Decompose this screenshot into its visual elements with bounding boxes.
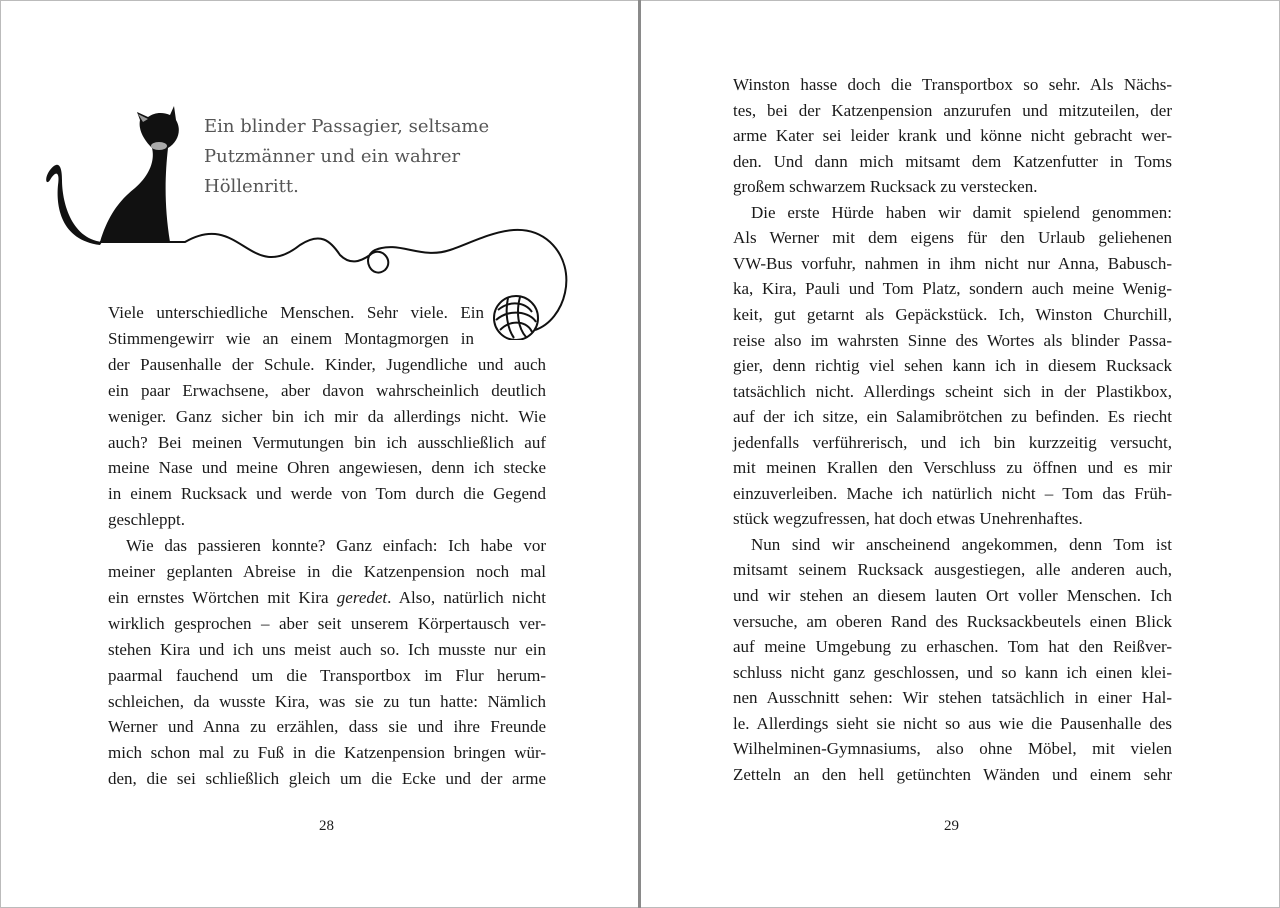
text-line: [108, 559, 546, 585]
line-text: den, die sei schließlich gleich um die Ecke und der arme: [108, 769, 546, 789]
line-text: in einem Rucksack und werde von Tom durch die Gegend: [108, 484, 546, 504]
text-line: [733, 583, 1172, 609]
text-line: [733, 302, 1172, 328]
line-text: schleichen, da wusste Kira, was sie zu tun hatte: Nämlich: [108, 691, 546, 711]
text-line: [733, 711, 1172, 737]
line-text: Wie das passieren konnte? Ganz einfach: Ich habe vor: [126, 536, 546, 556]
chapter-heading-line: Ein blinder Passagier, seltsame: [204, 116, 490, 137]
text-line: [733, 98, 1172, 124]
line-text: stück wegzufressen, hat doch etwas Unehrenhaftes.: [733, 509, 1083, 529]
line-text: gier, denn richtig viel sehen kann ich in diesem Rucksack: [733, 356, 1172, 376]
line-text: großem schwarzem Rucksack zu verstecken.: [733, 177, 1038, 197]
line-text: meine Nase und meine Ohren angewiesen, denn ich stecke: [108, 458, 546, 478]
text-line: [733, 557, 1172, 583]
text-line: [733, 404, 1172, 430]
line-text: weniger. Ganz sicher bin ich mir da allerdings nicht. Wie: [108, 406, 546, 426]
text-line: [733, 353, 1172, 379]
line-text: mitsamt seinem Rucksack ausgestiegen, alle anderen auch,: [733, 560, 1172, 580]
text-line: [733, 430, 1172, 456]
line-text: ein ernstes Wörtchen mit Kira: [108, 587, 337, 607]
text-line: [108, 740, 546, 766]
text-line: [751, 532, 1172, 558]
line-text: stehen Kira und ich uns meist auch so. Ich musste nur ein: [108, 639, 546, 659]
text-line: [108, 481, 546, 507]
line-text: reise also im wahrsten Sinne des Wortes als blinder Passa-: [733, 330, 1172, 350]
page-number: 29: [944, 818, 959, 834]
line-text: auf meine Umgebung zu erhaschen. Tom hat den Reißver-: [733, 637, 1172, 657]
text-line: [733, 328, 1172, 354]
text-line: [733, 379, 1172, 405]
text-line: [733, 225, 1172, 251]
text-line: [733, 481, 1172, 507]
text-line: [108, 766, 546, 792]
text-line: [733, 685, 1172, 711]
line-text: meiner geplanten Abreise in die Katzenpension noch mal: [108, 562, 546, 581]
line-text: tes, bei der Katzenpension anzurufen und mitzuteilen, der: [733, 100, 1172, 120]
line-text: nen Ausschnitt sehen: Wir stehen tatsächlich in einer Hal-: [733, 688, 1172, 708]
page-number: 28: [319, 818, 334, 834]
line-text: Zetteln an den hell getünchten Wänden und einem sehr: [733, 764, 1172, 784]
text-line: [108, 663, 546, 689]
text-line: [108, 611, 546, 637]
text-line: [751, 200, 1172, 226]
text-line: [108, 352, 546, 378]
text-line: [733, 174, 1172, 200]
line-text: auf der ich sitze, ein Salamibrötchen zu befinden. Es riecht: [733, 407, 1172, 427]
text-line: [108, 326, 474, 352]
line-text: ein paar Erwachsene, aber davon wahrscheinlich deutlich: [108, 380, 546, 400]
line-text: Nun sind wir anscheinend angekommen, denn Tom ist: [751, 534, 1172, 554]
line-text: Winston hasse doch die Transportbox so sehr. Als Nächs-: [733, 75, 1172, 94]
line-text: Als Werner mit dem eigens für den Urlaub geliehenen: [733, 228, 1172, 248]
line-text: . Also, natürlich nicht: [387, 587, 546, 607]
text-line: [733, 149, 1172, 175]
text-line: [733, 455, 1172, 481]
text-line: [126, 533, 546, 559]
text-line: [108, 378, 546, 404]
line-text: einzuverleiben. Mache ich natürlich nicht – Tom das Früh-: [733, 483, 1172, 503]
line-text: keit, gut getarnt als Gepäckstück. Ich, Winston Churchill,: [733, 304, 1172, 324]
text-line: [108, 714, 546, 740]
line-text: mich schon mal zu Fuß in die Katzenpension bringen wür-: [108, 743, 546, 763]
emphasized-word: geredet: [336, 587, 388, 607]
text-line: [733, 609, 1172, 635]
line-text: jedenfalls verführerisch, und ich bin kurzzeitig versucht,: [733, 432, 1172, 452]
line-text: schluss nicht ganz geschlossen, und so kann ich einen klei-: [733, 662, 1172, 682]
text-line: [733, 660, 1172, 686]
line-text: versuche, am oberen Rand des Rucksackbeutels einen Blick: [733, 611, 1172, 631]
text-line: [733, 72, 1172, 98]
line-text: Viele unterschiedliche Menschen. Sehr viele. Ein: [108, 303, 484, 322]
line-text: tatsächlich nicht. Allerdings scheint sich in der Plastikbox,: [733, 381, 1172, 401]
chapter-heading-line: Putzmänner und ein wahrer: [204, 146, 461, 167]
line-text: arme Kater sei leider krank und könne nicht gebracht wer-: [733, 126, 1172, 146]
line-text: Wilhelminen-Gymnasiums, also ohne Möbel, mit vielen: [733, 739, 1172, 759]
line-text: Stimmengewirr wie an einem Montagmorgen in: [108, 328, 474, 348]
text-line: [733, 736, 1172, 762]
line-text: und wir stehen an diesem lauten Ort voller Menschen. Ich: [733, 586, 1172, 605]
text-line: [108, 300, 484, 326]
text-line: [108, 637, 546, 663]
text-line: [108, 430, 546, 456]
text-line: [108, 404, 546, 430]
chapter-heading: [204, 112, 489, 202]
line-text: der Pausenhalle der Schule. Kinder, Jugendliche und auch: [108, 354, 546, 374]
line-text: auch? Bei meinen Vermutungen bin ich ausschließlich auf: [108, 432, 546, 452]
text-line: [108, 507, 546, 533]
text-line: [733, 762, 1172, 788]
chapter-heading-line: Höllenritt.: [204, 176, 299, 197]
line-text: paarmal fauchend um die Transportbox im Flur herum-: [108, 665, 546, 685]
line-text: wirklich gesprochen – aber seit unserem Körpertausch ver-: [108, 613, 546, 633]
line-text: VW-Bus vorfuhr, nahmen in ihm nicht nur Anna, Babusch-: [733, 253, 1172, 273]
text-line: [733, 251, 1172, 277]
text-line: [733, 276, 1172, 302]
line-text: Werner und Anna zu erzählen, dass sie und ihre Freunde: [108, 717, 546, 737]
text-line: [108, 689, 546, 715]
text-line: [733, 506, 1172, 532]
line-text: ka, Kira, Pauli und Tom Platz, sondern auch meine Wenig-: [733, 279, 1172, 299]
text-line: [108, 455, 546, 481]
text-line: [108, 585, 546, 611]
line-text: geschleppt.: [108, 510, 185, 530]
line-text: le. Allerdings sieht sie nicht so aus wie die Pausenhalle des: [733, 713, 1172, 733]
yarn-ball-icon: [494, 296, 538, 340]
right-page: [641, 0, 1280, 908]
line-text: den. Und dann mich mitsamt dem Katzenfutter in Toms: [733, 151, 1172, 171]
line-text: Die erste Hürde haben wir damit spielend genommen:: [751, 202, 1172, 222]
text-line: [733, 123, 1172, 149]
left-page: [0, 0, 638, 908]
cat-icon: [46, 106, 179, 245]
text-line: [733, 634, 1172, 660]
line-text: mit meinen Krallen den Verschluss zu öffnen und es mir: [733, 458, 1172, 478]
